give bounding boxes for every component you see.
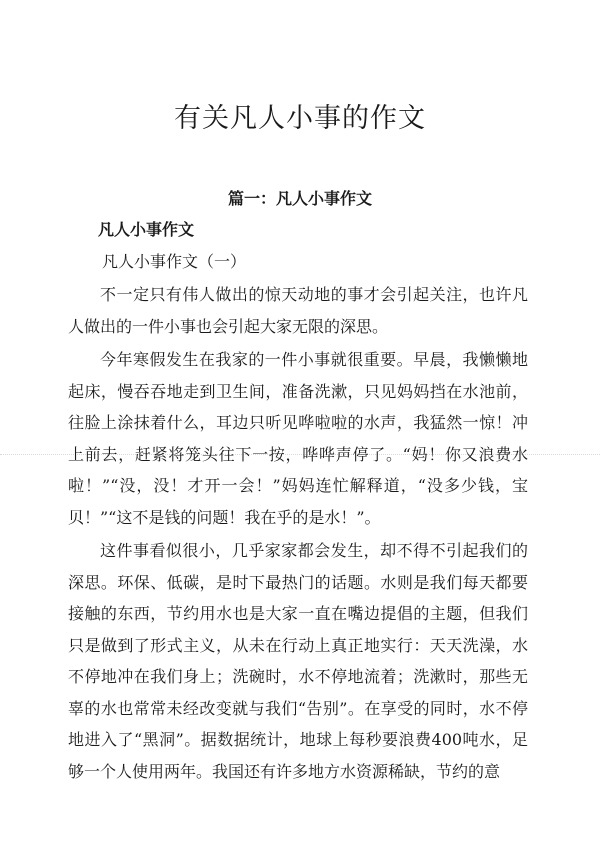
paragraph: 不一定只有伟人做出的惊天动地的事才会引起关注，也许凡人做出的一件小事也会引起大家无限的深思。 [68, 285, 528, 336]
section-title: 篇一：凡人小事作文 [227, 189, 372, 208]
paragraph: 这件事看似很小，几乎家家都会发生，却不得不引起我们的深思。环保、低碳，是时下最热门的话题。水则是我们每天都要接触的东西，节约用水也是大家一直在嘴边提倡的主题，但我们只是做到了形式主义，从未在行动上真正地实行：天天洗澡，水不停地冲在我们身上；洗碗时，水不停地流着；洗漱时，那些无辜的水也常常未经改变就与我们“告别”。在享受的同时，水不停地进入了“黑洞”。据数据统计，地球上每秒要浪费400吨水，足够一个人使用两年。我国还有许多地方水资源稀缺，节约的意 [68, 541, 528, 781]
sub-subheading: 凡人小事作文（一） [102, 252, 247, 271]
subheading: 凡人小事作文 [98, 220, 195, 239]
page-title: 有关凡人小事的作文 [174, 103, 426, 135]
body-text [68, 279, 528, 787]
paragraph: 今年寒假发生在我家的一件小事就很重要。早晨，我懒懒地起床，慢吞吞地走到卫生间，准备洗漱，只见妈妈挡在水池前，往脸上涂抹着什么，耳边只听见哗啦啦的水声，我猛然一惊！冲上前去，赶紧将笼头往下一按，哗哗声停了。“妈！你又浪费水啦！”“没，没！才开一会！”妈妈连忙解释道，“没多少钱，宝贝！”“这不是钱的问题！我在乎的是水！”。 [68, 350, 528, 527]
